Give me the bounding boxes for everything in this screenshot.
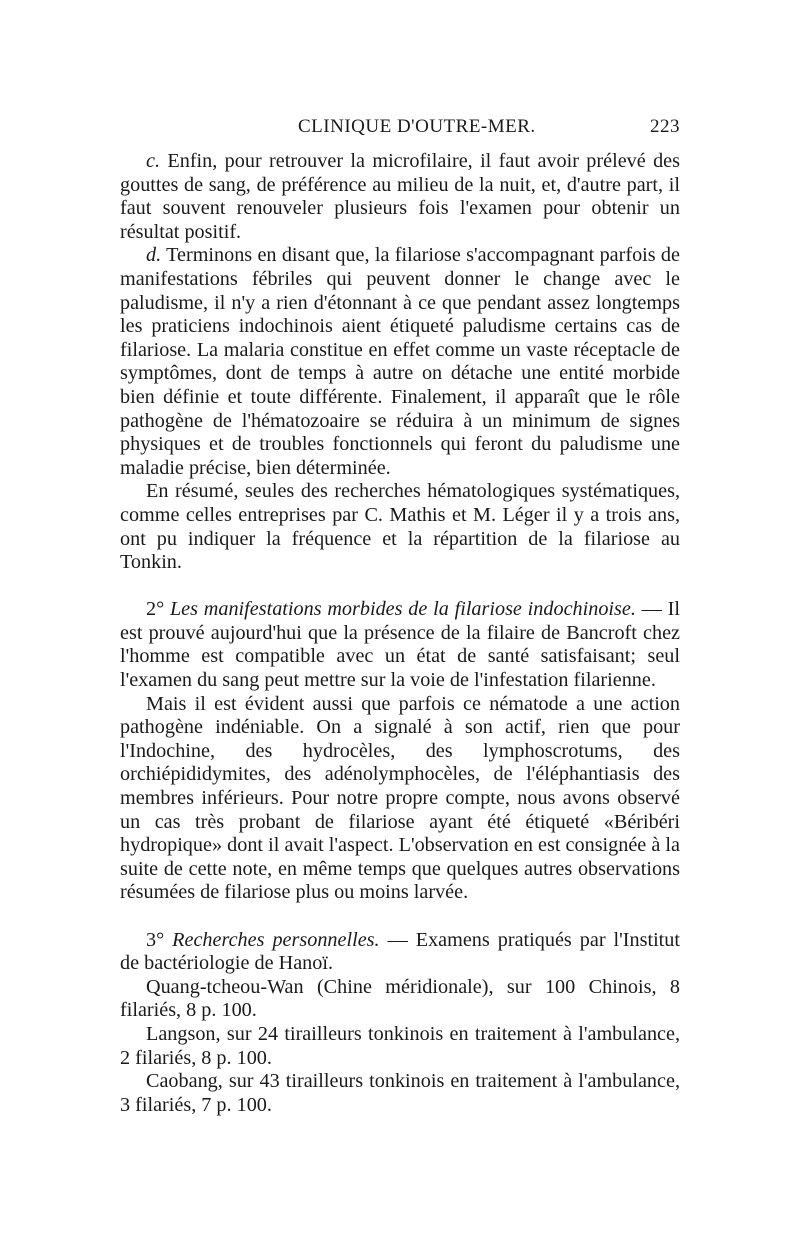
paragraph-quang-tcheou-wan: Quang-tcheou-Wan (Chine méridionale), sur 100 Chinois, 8 filariés, 8 p. 100.	[120, 975, 680, 1022]
paragraph-resume: En résumé, seules des recherches hématologiques systématiques, comme celles entreprises par C. Mathis et M. Léger il y a trois ans, ont pu indiquer la fréquence et la répartition de la filariose au Tonkin.	[120, 480, 680, 574]
section-gap	[120, 575, 680, 599]
section-gap	[120, 905, 680, 929]
section-2	[120, 598, 680, 692]
paragraph-c-letter: c.	[146, 150, 161, 172]
section-2-text: — Il est prouvé aujourd'hui que la présence de la filaire de Bancroft chez l'homme est compatible avec un état de santé satisfaisant; seul l'examen du sang peut mettre sur la voie de l'infestation filarienne.	[120, 598, 680, 692]
paragraph-d-text: Terminons en disant que, la filariose s'accompagnant parfois de manifestations fébriles qui peuvent donner le change avec le paludisme, il n'y a rien d'étonnant à ce que pendant assez longtemps les praticiens indochinois aient étiqueté paludisme certains cas de filariose. La malaria constitue en effet comme un vaste réceptacle de symptômes, dont de temps à autre on détache une entité morbide bien définie et toute différente. Finalement, il apparaît que le rôle pathogène de l'hématozoaire se réduira à un minimum de signes physiques et de troubles fonctionnels qui feront du paludisme une maladie précise, bien déterminée.	[120, 244, 680, 479]
paragraph-d-letter: d.	[146, 244, 162, 267]
paragraph-c	[120, 150, 680, 244]
paragraph-c-text: Enfin, pour retrouver la microfilaire, il faut avoir prélevé des gouttes de sang, de préférence au milieu de la nuit, et, d'autre part, il faut souvent renouveler plusieurs fois l'examen pour obtenir un résultat positif.	[120, 150, 680, 243]
running-title: CLINIQUE D'OUTRE-MER.	[298, 116, 536, 137]
section-3-number: 3°	[146, 928, 165, 951]
page-number: 223	[650, 116, 680, 137]
paragraph-d	[120, 244, 680, 480]
section-2-heading: Les manifestations morbides de la filariose indochinoise.	[164, 598, 636, 621]
section-3	[120, 929, 680, 976]
paragraph-caobang: Caobang, sur 43 tirailleurs tonkinois en traitement à l'ambulance, 3 filariés, 7 p. 100.	[120, 1070, 680, 1116]
section-2-number: 2°	[146, 598, 165, 621]
section-3-heading: Recherches personnelles.	[164, 928, 380, 951]
body-text	[120, 150, 680, 1117]
paragraph-mais: Mais il est évident aussi que parfois ce nématode a une action pathogène indéniable. On a signalé à son actif, rien que pour l'Indochine, des hydrocèles, des lymphoscrotums, des orchiépididymites, des adénolymphocèles, de l'éléphantiasis des membres inférieurs. Pour notre propre compte, nous avons observé un cas très probant de filariose ayant été étiqueté «Béribéri hydropique» dont il avait l'aspect. L'observation en est consignée à la suite de cette note, en même temps que quelques autres observations résumées de filariose plus ou moins larvée.	[120, 692, 680, 904]
paragraph-langson: Langson, sur 24 tirailleurs tonkinois en traitement à l'ambulance, 2 filariés, 8 p. 100.	[120, 1022, 680, 1069]
section-3-text: — Examens pratiqués par l'Institut de bactériologie de Hanoï.	[120, 928, 680, 975]
